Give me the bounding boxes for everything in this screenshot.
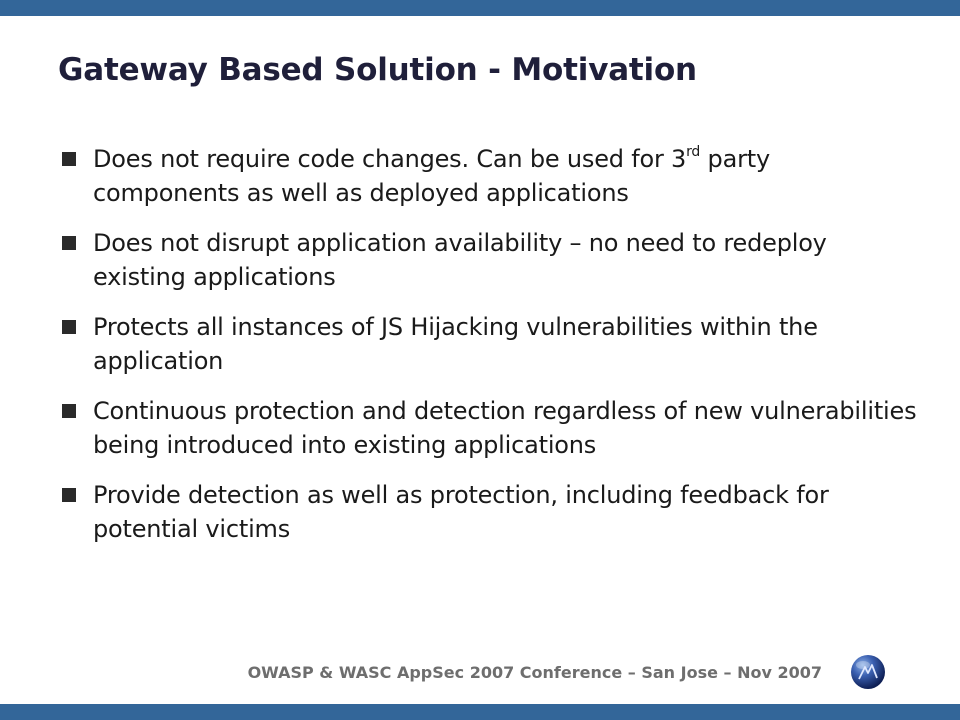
top-accent-bar — [0, 0, 960, 16]
square-bullet-icon — [62, 236, 76, 250]
bullet-text: Continuous protection and detection regardless of new vulnerabilities being introduced into existing applications — [93, 397, 917, 459]
superscript-text: rd — [686, 144, 701, 160]
bottom-accent-bar — [0, 704, 960, 720]
bullet-item — [62, 226, 922, 294]
square-bullet-icon — [62, 488, 76, 502]
owasp-globe-logo-icon — [850, 654, 886, 690]
square-bullet-icon — [62, 320, 76, 334]
bullet-text: Protects all instances of JS Hijacking vulnerabilities within the application — [93, 313, 818, 375]
footer-conference-text: OWASP & WASC AppSec 2007 Conference – San Jose – Nov 2007 — [247, 663, 822, 682]
bullet-item — [62, 394, 922, 462]
square-bullet-icon — [62, 152, 76, 166]
bullet-list — [62, 142, 922, 562]
bullet-item — [62, 310, 922, 378]
bullet-text: Provide detection as well as protection, including feedback for potential victims — [93, 481, 829, 543]
bullet-item — [62, 142, 922, 210]
bullet-text: Does not disrupt application availability – no need to redeploy existing applications — [93, 229, 827, 291]
square-bullet-icon — [62, 404, 76, 418]
slide-title: Gateway Based Solution - Motivation — [58, 52, 697, 88]
bullet-text: Does not require code changes. Can be used for 3rd party components as well as deployed applications — [93, 144, 770, 207]
bullet-item — [62, 478, 922, 546]
